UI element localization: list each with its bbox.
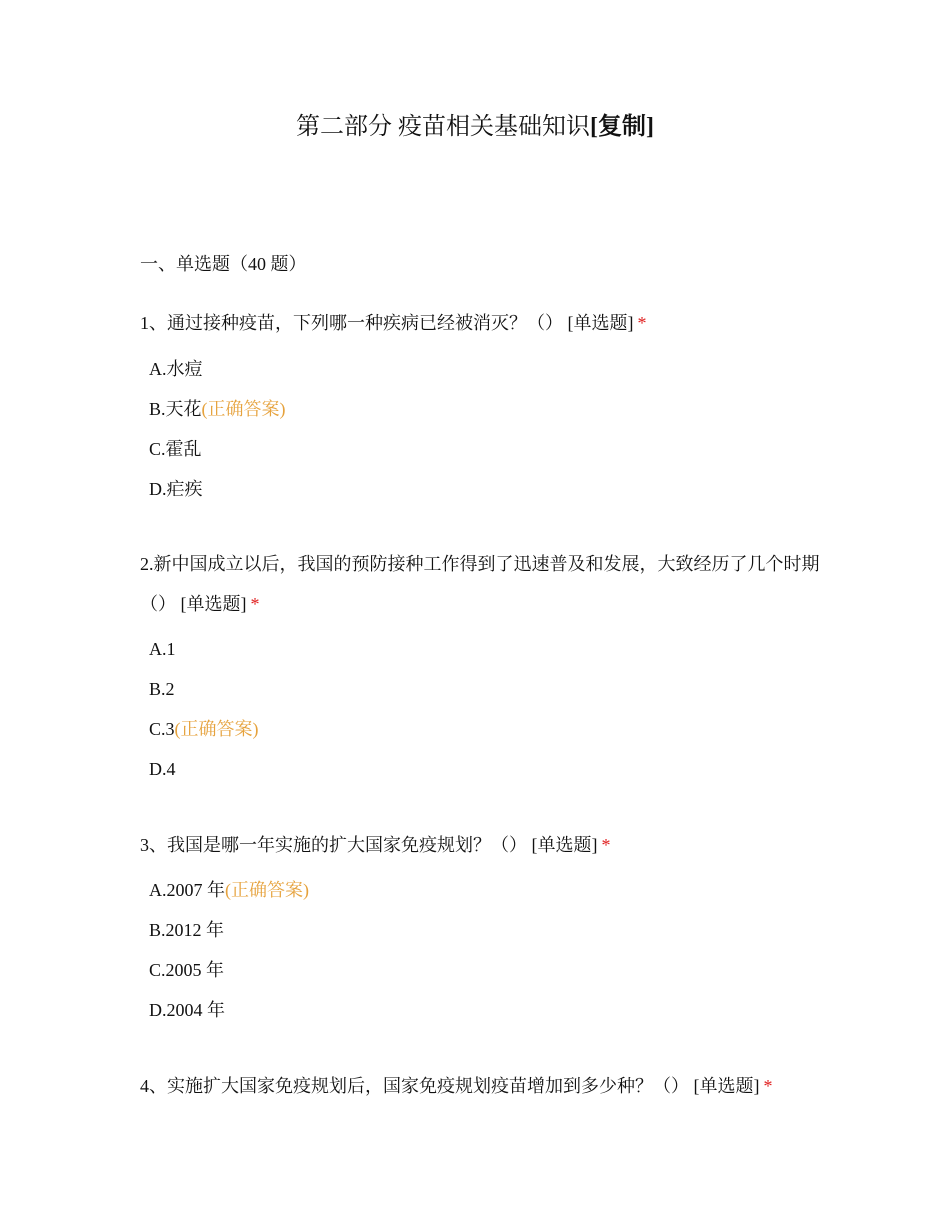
question-text: 2.新中国成立以后，我国的预防接种工作得到了迅速普及和发展，大致经历了几个时期（） <box>140 554 820 614</box>
required-asterisk: * <box>601 835 611 855</box>
required-asterisk: * <box>763 1076 773 1096</box>
question-text: 1、通过接种疫苗，下列哪一种疾病已经被消灭？（） <box>140 313 563 333</box>
question-3-options <box>149 870 309 1030</box>
option: C.3(正确答案) <box>149 719 259 739</box>
question-type: [单选题] <box>531 835 598 855</box>
option: A.1 <box>149 639 176 659</box>
question-1 <box>140 303 820 343</box>
question-1-options <box>149 349 286 509</box>
question-type: [单选题] <box>567 313 634 333</box>
question-type: [单选题] <box>180 594 247 614</box>
option: D.4 <box>149 759 176 779</box>
copy-tag: [复制] <box>590 114 654 140</box>
option: B.2 <box>149 679 175 699</box>
page-title <box>0 110 950 144</box>
question-4 <box>140 1066 820 1106</box>
title-main: 第二部分 疫苗相关基础知识 <box>296 114 590 140</box>
correct-answer-marker: (正确答案) <box>225 880 309 900</box>
option: B.2012 年 <box>149 920 225 940</box>
correct-answer-marker: (正确答案) <box>174 719 259 739</box>
option: D.疟疾 <box>149 479 203 499</box>
correct-answer-marker: (正确答案) <box>201 399 286 419</box>
section-heading: 一、单选题（40 题） <box>140 254 307 274</box>
option: C.2005 年 <box>149 960 225 980</box>
question-2-options <box>149 629 259 789</box>
question-text: 4、实施扩大国家免疫规划后，国家免疫规划疫苗增加到多少种？（） <box>140 1076 689 1096</box>
option: D.2004 年 <box>149 1000 225 1020</box>
question-type: [单选题] <box>693 1076 760 1096</box>
option: A.水痘 <box>149 359 203 379</box>
option: B.天花(正确答案) <box>149 399 286 419</box>
question-2 <box>140 544 820 624</box>
question-3 <box>140 825 820 865</box>
option: C.霍乱 <box>149 439 202 459</box>
required-asterisk: * <box>637 313 647 333</box>
option: A.2007 年(正确答案) <box>149 880 309 900</box>
required-asterisk: * <box>250 594 260 614</box>
question-text: 3、我国是哪一年实施的扩大国家免疫规划？（） <box>140 835 527 855</box>
